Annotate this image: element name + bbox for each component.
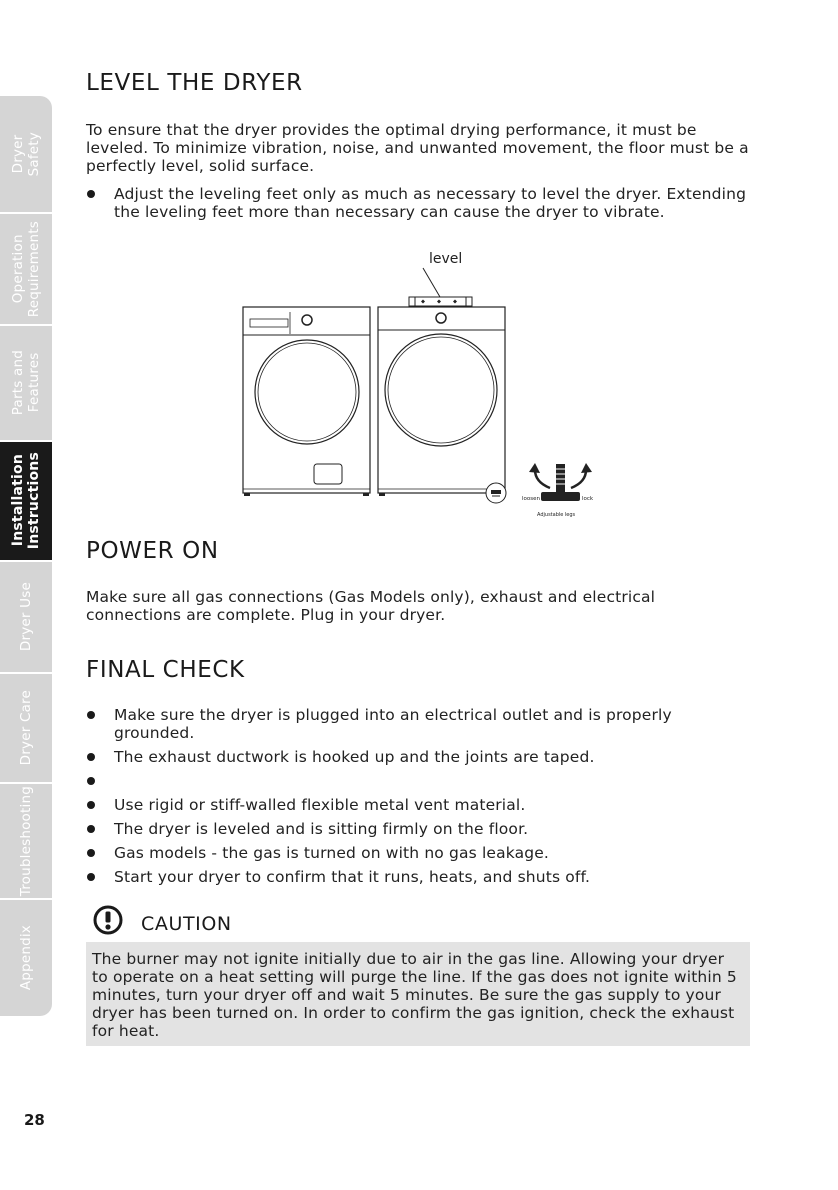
washer-icon	[243, 307, 370, 496]
leveling-diagram	[230, 250, 594, 525]
adjustable-legs-label: Adjustable legs	[537, 512, 576, 518]
level-label: level	[429, 251, 463, 267]
list-item: Gas models - the gas is turned on with no gas leakage.	[86, 844, 752, 862]
caution-title: CAUTION	[141, 913, 232, 935]
lock-label: lock	[582, 496, 594, 502]
caution-text: The burner may not ignite initially due to air in the gas line. Allowing your dryer to operate on a heat setting will purge the line. If the gas does not ignite within 5 minutes, turn your dryer off and wait 5 minutes. Be sure the gas supply to your dryer has been turned on. In order to confirm the gas ignition, check the exhaust for heat.	[92, 950, 737, 1040]
spirit-level-icon	[409, 297, 472, 306]
level-bullets	[86, 185, 752, 221]
tab-label: Parts and Features	[10, 350, 42, 416]
caution-icon	[93, 905, 123, 935]
tab-label: Appendix	[18, 925, 34, 991]
power-text: Make sure all gas connections (Gas Models only), exhaust and electrical connections are complete. Plug in your dryer.	[86, 588, 656, 624]
tab-dryer-use[interactable]	[0, 562, 52, 674]
tab-troubleshooting[interactable]	[0, 784, 52, 900]
final-bullets	[86, 706, 752, 886]
list-item	[86, 772, 752, 790]
tab-operation-requirements[interactable]	[0, 214, 52, 326]
caution-header	[93, 905, 232, 935]
tab-label: Troubleshooting	[18, 785, 34, 897]
list-item: Adjust the leveling feet only as much as necessary to level the dryer. Extending the leveling feet more than necessary can cause the dryer to vibrate.	[86, 185, 752, 221]
caution-box	[86, 942, 750, 1046]
side-tabs	[0, 96, 52, 1016]
power-heading: POWER ON	[86, 538, 219, 564]
tab-installation-instructions[interactable]	[0, 442, 52, 562]
loosen-label: loosen	[522, 496, 540, 502]
tab-appendix[interactable]	[0, 900, 52, 1016]
list-item: Start your dryer to confirm that it runs, heats, and shuts off.	[86, 868, 752, 886]
list-item: Make sure the dryer is plugged into an electrical outlet and is properly grounded.	[86, 706, 752, 742]
tab-label: Installation Instructions	[10, 452, 42, 550]
level-heading: LEVEL THE DRYER	[86, 70, 303, 96]
page-number: 28	[24, 1111, 45, 1129]
list-item: Use rigid or stiff-walled flexible metal vent material.	[86, 796, 752, 814]
tab-label: Dryer Use	[18, 582, 34, 652]
tab-parts-and-features[interactable]	[0, 326, 52, 442]
tab-dryer-safety[interactable]	[0, 96, 52, 214]
tab-label: Dryer Safety	[10, 131, 42, 177]
dryer-icon	[378, 307, 505, 496]
tab-dryer-care[interactable]	[0, 674, 52, 784]
list-item: The dryer is leveled and is sitting firmly on the floor.	[86, 820, 752, 838]
final-heading: FINAL CHECK	[86, 657, 245, 683]
level-intro: To ensure that the dryer provides the optimal drying performance, it must be leveled. To minimize vibration, noise, and unwanted movement, the floor must be a perfectly level, solid surface.	[86, 121, 749, 175]
tab-label: Dryer Care	[18, 690, 34, 766]
list-item: The exhaust ductwork is hooked up and the joints are taped.	[86, 748, 752, 766]
tab-label: Operation Requirements	[10, 220, 42, 318]
